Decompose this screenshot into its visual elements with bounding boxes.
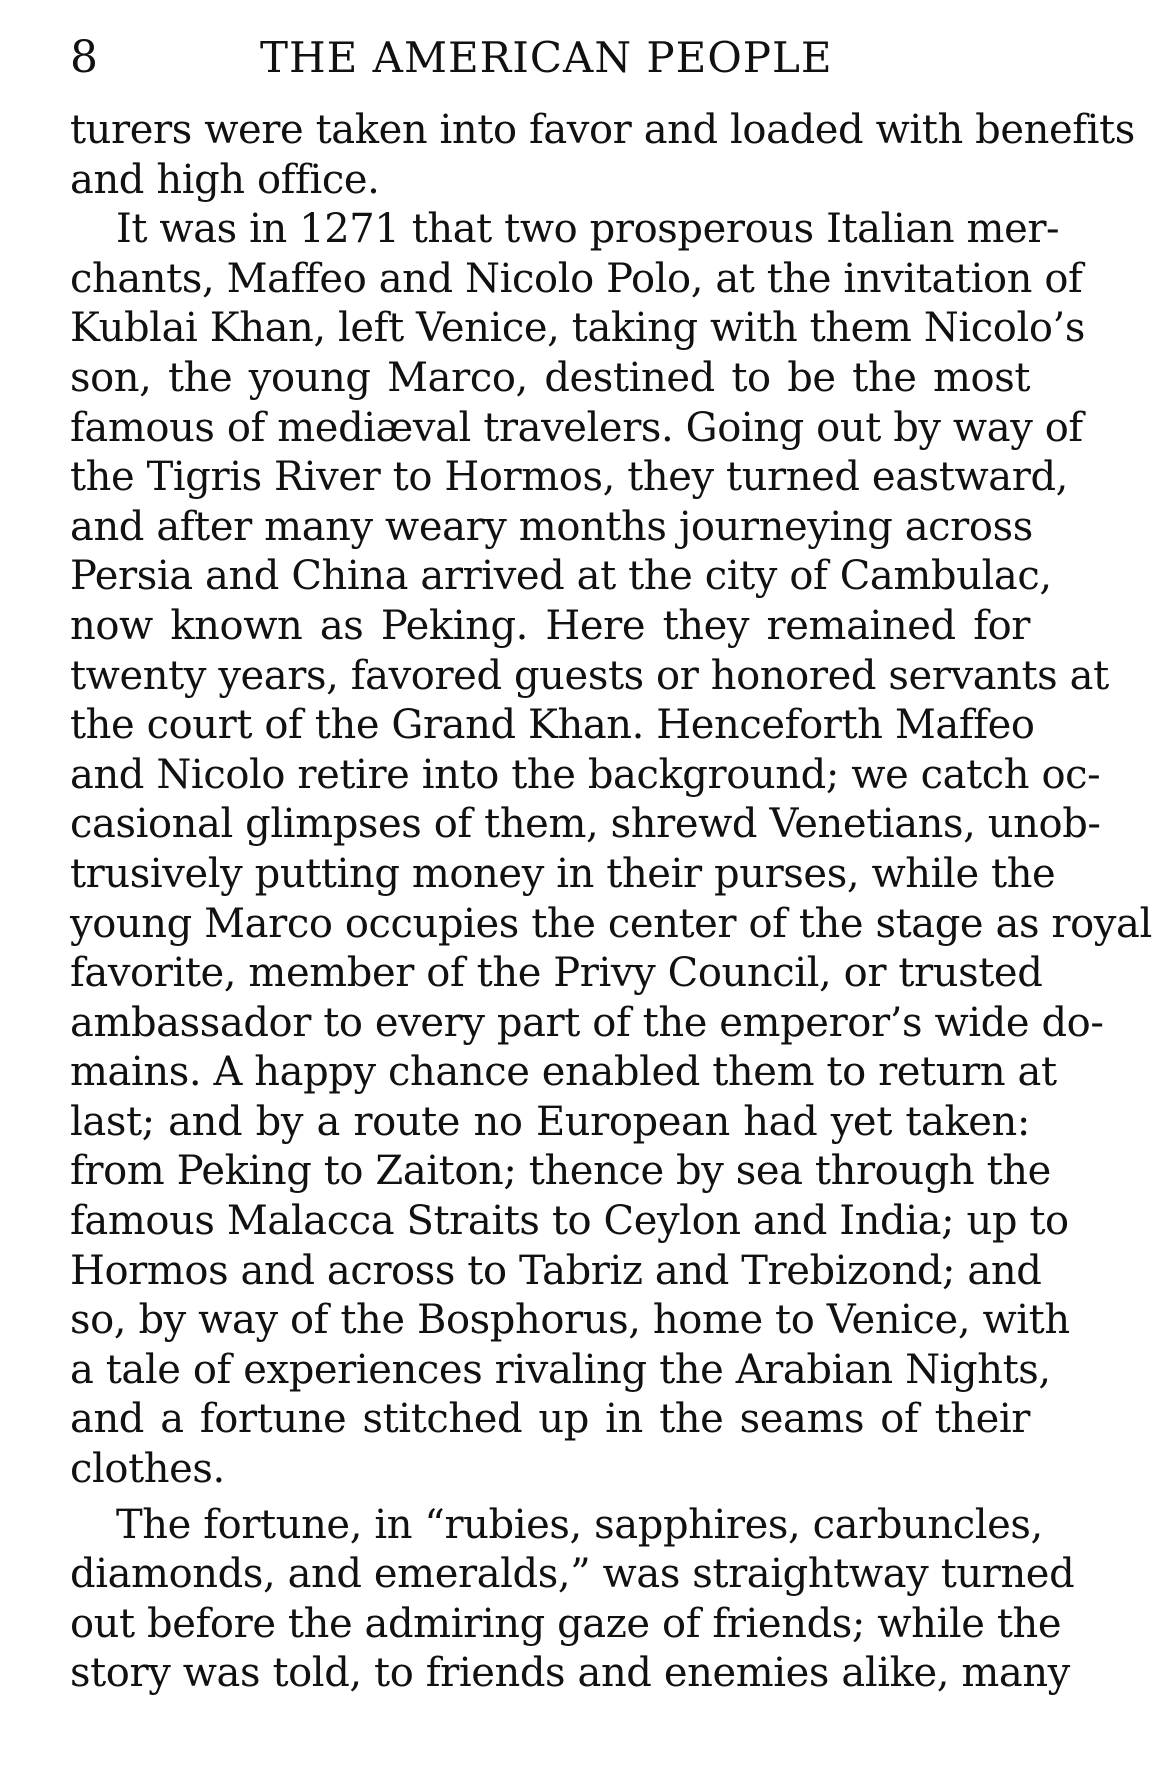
text-line: It was in 1271 that two prosperous Italian mer- <box>116 206 1060 253</box>
text-line: Kublai Khan, left Venice, taking with them Nicolo’s <box>70 305 1085 352</box>
text-line: diamonds, and emeralds,” was straightway turned <box>70 1551 1075 1598</box>
text-line: trusively putting money in their purses, while the <box>70 850 1056 897</box>
text-line: story was told, to friends and enemies alike, many <box>70 1650 1070 1697</box>
text-line: and a fortune stitched up in the seams of their <box>70 1396 1030 1443</box>
text-line: son, the young Marco, destined to be the most <box>70 354 1030 401</box>
text-line: The fortune, in “rubies, sapphires, carbuncles, <box>116 1501 1043 1548</box>
text-line: ambassador to every part of the emperor’s wide do- <box>70 999 1104 1046</box>
paragraph <box>70 1501 1075 1699</box>
text-line: and high office. <box>70 156 380 203</box>
text-line: a tale of experiences rivaling the Arabian Nights, <box>70 1346 1051 1393</box>
text-line: Hormos and across to Tabriz and Trebizond; and <box>70 1247 1042 1294</box>
paragraph <box>70 205 1152 1494</box>
text-line: so, by way of the Bosphorus, home to Venice, with <box>70 1297 1070 1344</box>
text-line: and Nicolo retire into the background; we catch oc- <box>70 751 1101 798</box>
text-line: favorite, member of the Privy Council, or trusted <box>70 950 1043 997</box>
text-line: the court of the Grand Khan. Henceforth Maffeo <box>70 702 1035 749</box>
running-head: THE AMERICAN PEOPLE <box>260 33 833 82</box>
text-line: out before the admiring gaze of friends; while the <box>70 1600 1062 1647</box>
page-header <box>70 28 1030 88</box>
text-line: famous of mediæval travelers. Going out by way of <box>70 404 1083 451</box>
text-line: young Marco occupies the center of the stage as royal <box>70 900 1152 947</box>
text-line: casional glimpses of them, shrewd Venetians, unob- <box>70 801 1101 848</box>
body-text <box>70 106 1152 1699</box>
text-line: Persia and China arrived at the city of Cambulac, <box>70 553 1052 600</box>
text-line: chants, Maffeo and Nicolo Polo, at the invitation of <box>70 255 1083 302</box>
text-line: the Tigris River to Hormos, they turned eastward, <box>70 454 1068 501</box>
text-line: clothes. <box>70 1446 225 1493</box>
page-number: 8 <box>70 32 98 83</box>
text-line: turers were taken into favor and loaded with benefits <box>70 107 1135 153</box>
paragraph <box>70 106 1135 205</box>
text-line: mains. A happy chance enabled them to return at <box>70 1049 1057 1096</box>
text-line: now known as Peking. Here they remained for <box>70 602 1030 649</box>
text-line: famous Malacca Straits to Ceylon and India; up to <box>70 1198 1069 1245</box>
text-line: from Peking to Zaiton; thence by sea through the <box>70 1148 1051 1195</box>
text-line: twenty years, favored guests or honored servants at <box>70 652 1109 699</box>
text-line: last; and by a route no European had yet taken: <box>70 1098 1030 1145</box>
text-line: and after many weary months journeying across <box>70 503 1033 550</box>
